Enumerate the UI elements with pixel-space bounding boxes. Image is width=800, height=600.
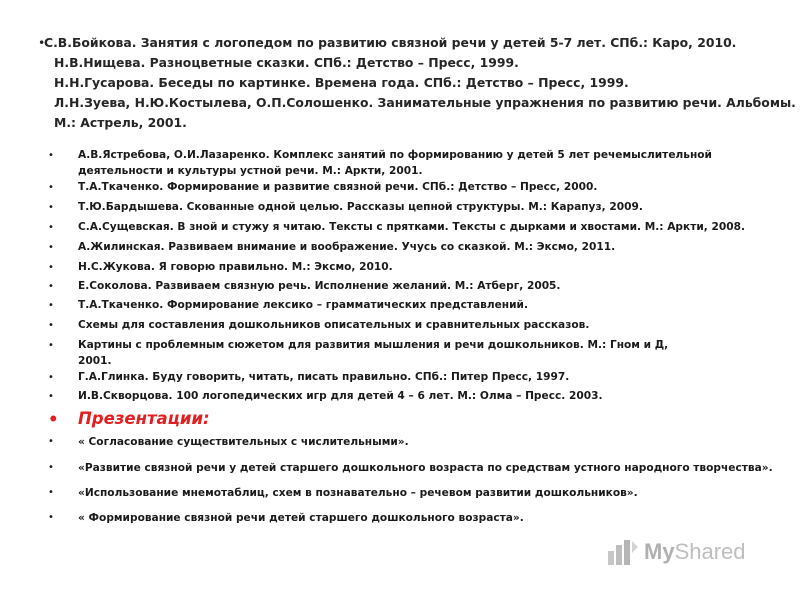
reference-text: А.В.Ястребова, О.И.Лазаренко. Комплекс занятий по формированию у детей 5 лет речемыслительной xyxy=(78,149,712,161)
reference-text: Н.С.Жукова. Я говорю правильно. М.: Эксмо, 2010. xyxy=(78,261,393,273)
reference-item xyxy=(48,338,668,369)
reference-text: Г.А.Глинка. Буду говорить, читать, писать правильно. СПб.: Питер Пресс, 1997. xyxy=(78,371,570,383)
presentation-item: • «Развитие связной речи у детей старшего дошкольного возраста по средствам устного народного творчества». xyxy=(48,462,773,474)
myshared-logo-icon xyxy=(606,537,640,567)
watermark-text: MyShared xyxy=(644,539,746,564)
reference-text-continued: 2001. xyxy=(78,354,112,367)
myshared-watermark xyxy=(606,536,746,568)
reference-item xyxy=(48,260,393,276)
reference-item xyxy=(48,370,569,386)
presentation-item: • «Использование мнемотаблиц, схем в познавательно – речевом развитии дошкольников». xyxy=(48,487,638,499)
presentation-item: • « Формирование связной речи детей старшего дошкольного возраста». xyxy=(48,512,524,524)
top-reference-line: Л.Н.Зуева, Н.Ю.Костылева, О.П.Солошенко. Занимательные упражнения по развитию речи. Альбомы. xyxy=(54,95,796,110)
reference-item xyxy=(48,279,560,295)
reference-text: Т.Ю.Бардышева. Скованные одной целью. Рассказы цепной структуры. М.: Карапуз, 2009. xyxy=(78,201,643,213)
reference-text: И.В.Скворцова. 100 логопедических игр для детей 4 – 6 лет. М.: Олма – Пресс. 2003. xyxy=(78,390,603,402)
reference-text: Т.А.Ткаченко. Формирование лексико – грамматических представлений. xyxy=(78,299,528,311)
top-reference-line: Н.Н.Гусарова. Беседы по картинке. Времена года. СПб.: Детство – Пресс, 1999. xyxy=(54,75,629,90)
reference-text: Схемы для составления дошкольников описательных и сравнительных рассказов. xyxy=(78,319,590,331)
presentations-heading: • Презентации: xyxy=(48,409,210,428)
reference-item xyxy=(48,389,602,405)
top-reference-line: Н.В.Нищева. Разноцветные сказки. СПб.: Детство – Пресс, 1999. xyxy=(54,55,519,70)
presentation-item: • « Согласование существительных с числительными». xyxy=(48,436,409,448)
reference-item xyxy=(48,180,597,196)
top-reference-line: М.: Астрель, 2001. xyxy=(54,115,187,130)
reference-item xyxy=(48,148,712,179)
reference-item xyxy=(48,240,615,256)
reference-item xyxy=(48,220,745,236)
reference-item xyxy=(48,200,643,216)
reference-text: Т.А.Ткаченко. Формирование и развитие связной речи. СПб.: Детство – Пресс, 2000. xyxy=(78,181,598,193)
reference-text: С.А.Сущевская. В зной и стужу я читаю. Тексты с прятками. Тексты с дырками и хвостами. М.: Аркти, 2008. xyxy=(78,221,745,233)
reference-text: А.Жилинская. Развиваем внимание и воображение. Учусь со сказкой. М.: Эксмо, 2011. xyxy=(78,241,616,253)
top-references xyxy=(44,33,796,133)
reference-text: Картины с проблемным сюжетом для развития мышления и речи дошкольников. М.: Гном и Д, xyxy=(78,339,669,351)
reference-text-continued: деятельности и культуры устной речи. М.: Аркти, 2001. xyxy=(78,164,423,177)
top-reference-line: • С.В.Бойкова. Занятия с логопедом по развитию связной речи у детей 5-7 лет. СПб.: Каро, 2010. xyxy=(44,33,764,53)
reference-item xyxy=(48,318,589,334)
reference-text: Е.Соколова. Развиваем связную речь. Исполнение желаний. М.: Атберг, 2005. xyxy=(78,280,561,292)
reference-item xyxy=(48,298,528,314)
